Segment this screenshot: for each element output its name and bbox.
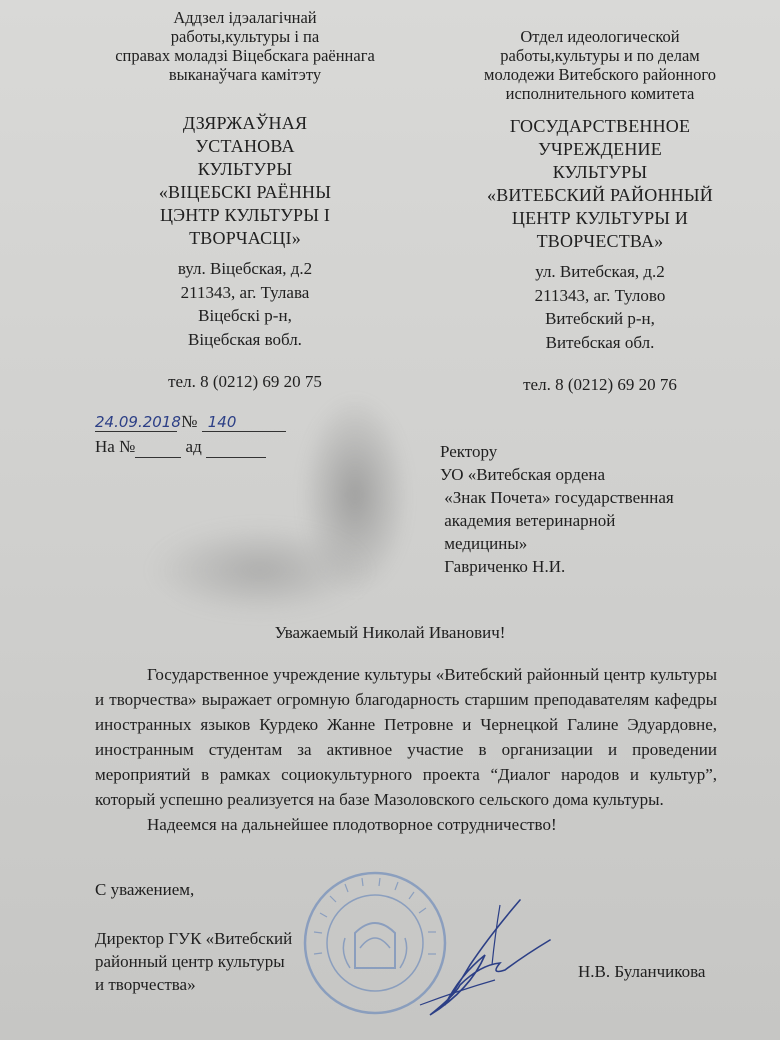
- closing: С уважением,: [95, 880, 195, 899]
- redacted-area: [150, 525, 370, 615]
- registration-number: 140: [202, 413, 286, 432]
- reference-number-blank: [135, 437, 181, 458]
- number-label: №: [181, 412, 198, 431]
- header-left-department: Аддзел ідэалагічнай работы,культуры і па справах моладзі Віцебскага раённага выканаўчага камітэту: [115, 8, 375, 84]
- header-left-organization: ДЗЯРЖАЎНАЯ УСТАНОВА КУЛЬТУРЫ «ВІЦЕБСКІ РАЁННЫ ЦЭНТР КУЛЬТУРЫ І ТВОРЧАСЦІ»: [158, 113, 332, 248]
- recipient-block: Ректору УО «Витебская ордена «Знак Почета» государственная академия ветеринарной медицины» Гавриченко Н.И.: [440, 442, 674, 576]
- director-title: Директор ГУК «Витебский районный центр культуры и творчества»: [95, 929, 293, 994]
- salutation: Уважаемый Николай Иванович!: [274, 623, 506, 642]
- header-right-phone: тел. 8 (0212) 69 20 76: [523, 375, 677, 394]
- body-paragraph: Государственное учреждение культуры «Витебский районный центр культуры и творчества» выражает огромную благодарность старшим преподавателям кафедры иностранных языков Курдеко Жанне Петровне и Чернецкой Галине Эдуардовне, иностранным студентам за активное участие в организации и проведении мероприятий в рамках социокультурного проекта “Диалог народов и культур”, который успешно реализуется на базе Мазоловского сельского дома культуры.: [95, 665, 717, 809]
- header-right-address: ул. Витебская, д.2 211343, аг. Тулово Витебский р-н, Витебская обл.: [534, 262, 666, 352]
- header-left-phone: тел. 8 (0212) 69 20 75: [168, 372, 322, 391]
- reference-line: [95, 437, 266, 458]
- header-left-address: вул. Віцебская, д.2 211343, аг. Тулава Віцебскі р-н, Віцебская вобл.: [177, 259, 313, 349]
- registration-line: [95, 412, 286, 432]
- letter-body: [95, 662, 717, 837]
- registration-date: 24.09.2018: [95, 413, 181, 431]
- header-right-department: Отдел идеологической работы,культуры и по делам молодежи Витебского районного исполнительного комитета: [484, 27, 716, 103]
- reference-label: На №: [95, 437, 136, 456]
- handwritten-signature: [400, 895, 560, 1020]
- body-paragraph: Надеемся на дальнейшее плодотворное сотрудничество!: [147, 815, 557, 834]
- header-right-organization: ГОСУДАРСТВЕННОЕ УЧРЕЖДЕНИЕ КУЛЬТУРЫ «ВИТЕБСКИЙ РАЙОННЫЙ ЦЕНТР КУЛЬТУРЫ И ТВОРЧЕСТВА»: [487, 116, 713, 251]
- reference-from-label: ад: [185, 437, 202, 456]
- signatory-name: Н.В. Буланчикова: [578, 962, 706, 981]
- reference-date-blank: [206, 437, 266, 458]
